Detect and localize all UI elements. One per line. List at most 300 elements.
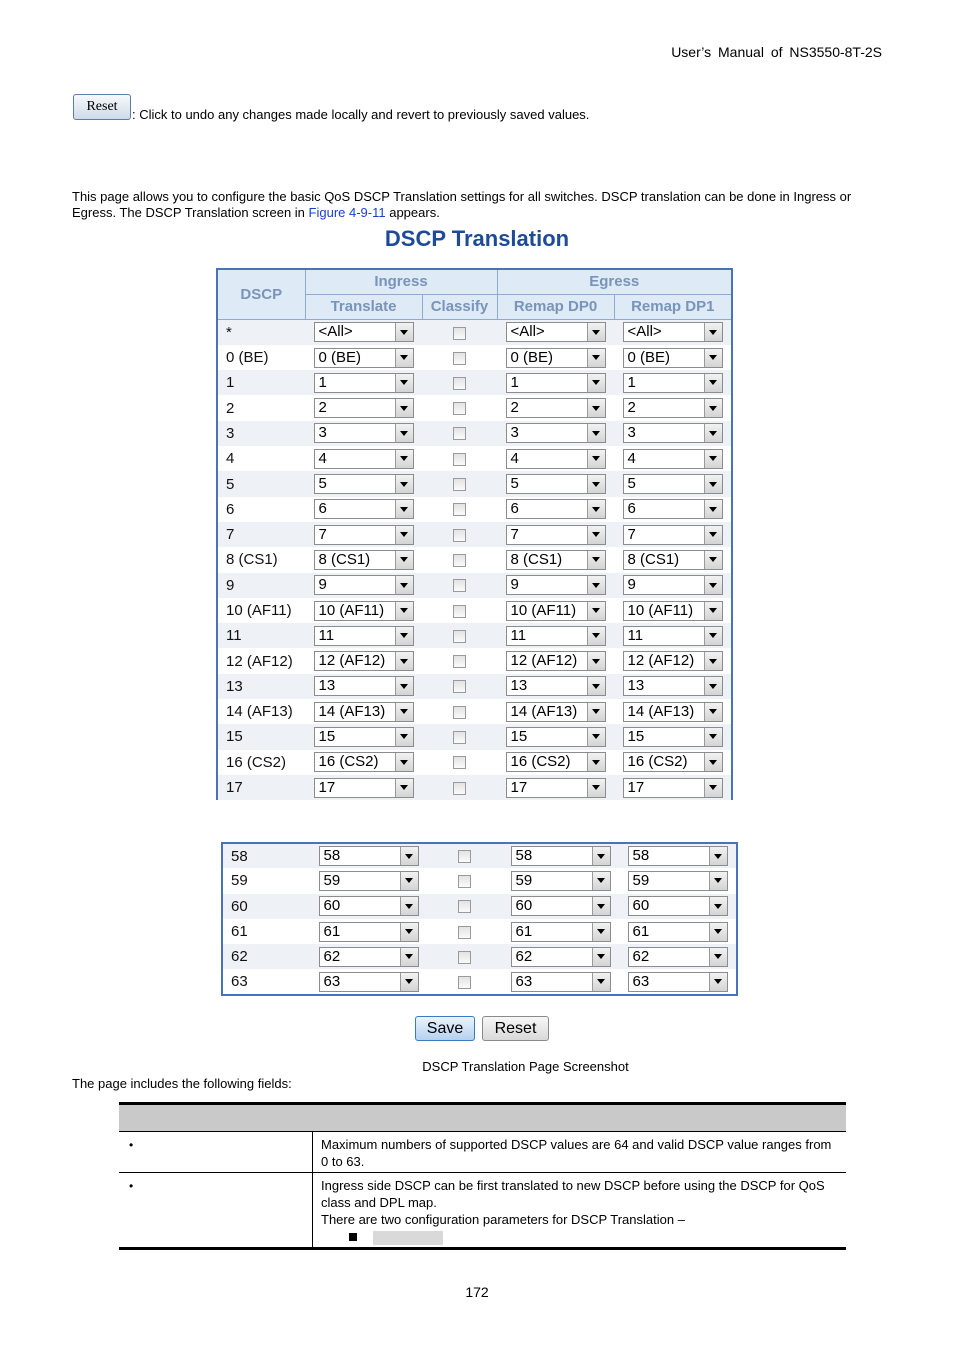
remap-dp1-cell bbox=[614, 345, 732, 370]
remap-dp1-cell bbox=[619, 919, 737, 944]
remap-dp1-cell bbox=[614, 320, 732, 345]
chevron-down-icon[interactable] bbox=[395, 424, 413, 442]
select-value: 14 (AF13) bbox=[318, 702, 386, 720]
remap-dp0-cell bbox=[497, 623, 614, 648]
header-ingress: Ingress bbox=[305, 269, 497, 294]
remap-dp0-cell bbox=[502, 868, 619, 893]
select-value: 15 bbox=[510, 727, 528, 745]
dscp-select[interactable] bbox=[319, 896, 419, 916]
chevron-down-icon[interactable] bbox=[709, 847, 727, 865]
classify-checkbox[interactable] bbox=[453, 352, 466, 365]
select-value: 13 bbox=[318, 677, 336, 695]
translate-cell bbox=[310, 843, 427, 868]
select-value: 5 bbox=[318, 475, 327, 493]
table-row bbox=[217, 623, 732, 648]
dscp-select[interactable] bbox=[314, 423, 414, 443]
select-value: 14 (AF13) bbox=[627, 702, 695, 720]
dscp-select[interactable] bbox=[623, 550, 723, 570]
translate-cell bbox=[305, 573, 422, 598]
chevron-down-icon[interactable] bbox=[400, 847, 418, 865]
dscp-select[interactable] bbox=[314, 322, 414, 342]
dscp-select[interactable] bbox=[319, 846, 419, 866]
chevron-down-icon[interactable] bbox=[395, 779, 413, 797]
table-row bbox=[217, 547, 732, 572]
dscp-select[interactable] bbox=[506, 702, 606, 722]
chevron-down-icon[interactable] bbox=[587, 475, 605, 493]
classify-checkbox[interactable] bbox=[453, 706, 466, 719]
select-value: 58 bbox=[515, 847, 533, 865]
remap-dp0-cell bbox=[497, 674, 614, 699]
classify-checkbox[interactable] bbox=[453, 503, 466, 516]
dscp-select[interactable] bbox=[623, 398, 723, 418]
chevron-down-icon[interactable] bbox=[395, 677, 413, 695]
remap-dp0-cell bbox=[497, 395, 614, 420]
table-row bbox=[222, 919, 737, 944]
dscp-select[interactable] bbox=[506, 423, 606, 443]
translate-cell bbox=[305, 446, 422, 471]
chevron-down-icon[interactable] bbox=[592, 847, 610, 865]
dscp-select[interactable] bbox=[319, 947, 419, 967]
translate-cell bbox=[305, 522, 422, 547]
chevron-down-icon[interactable] bbox=[704, 602, 722, 620]
chevron-down-icon[interactable] bbox=[395, 450, 413, 468]
intro-text-before: This page allows you to configure the basic QoS DSCP Translation settings for all switches. DSCP translation can be done in Ingress or Egress. The DSCP Translation screen in bbox=[72, 189, 852, 220]
dscp-select[interactable] bbox=[623, 752, 723, 772]
classify-cell bbox=[422, 497, 497, 522]
classify-cell bbox=[422, 446, 497, 471]
dscp-select[interactable] bbox=[314, 575, 414, 595]
chevron-down-icon[interactable] bbox=[400, 923, 418, 941]
dscp-select[interactable] bbox=[506, 651, 606, 671]
select-value: 6 bbox=[627, 500, 636, 518]
translate-cell bbox=[305, 750, 422, 775]
dscp-select[interactable] bbox=[628, 947, 728, 967]
remap-dp1-cell bbox=[614, 421, 732, 446]
dscp-label: 9 bbox=[217, 573, 305, 598]
table-row bbox=[222, 969, 737, 994]
field-description bbox=[313, 1173, 846, 1247]
classify-checkbox[interactable] bbox=[453, 529, 466, 542]
select-value: 10 (AF11) bbox=[318, 601, 385, 619]
translate-cell bbox=[305, 345, 422, 370]
dscp-select[interactable] bbox=[506, 348, 606, 368]
remap-dp0-cell bbox=[502, 969, 619, 994]
dscp-table-bottom bbox=[221, 842, 738, 996]
chevron-down-icon[interactable] bbox=[704, 728, 722, 746]
classify-checkbox[interactable] bbox=[453, 605, 466, 618]
table-row bbox=[217, 471, 732, 496]
select-value: <All> bbox=[510, 323, 545, 341]
select-value: 4 bbox=[627, 449, 636, 467]
table-row bbox=[217, 320, 732, 345]
dscp-select[interactable] bbox=[506, 676, 606, 696]
translate-cell bbox=[310, 868, 427, 893]
dscp-select[interactable] bbox=[623, 626, 723, 646]
classify-checkbox[interactable] bbox=[458, 900, 471, 913]
dscp-label: 5 bbox=[217, 471, 305, 496]
remap-dp0-cell bbox=[502, 919, 619, 944]
dscp-select[interactable] bbox=[623, 525, 723, 545]
select-value: 60 bbox=[632, 897, 650, 915]
select-value: 62 bbox=[323, 947, 341, 965]
dscp-select[interactable] bbox=[506, 398, 606, 418]
select-value: 60 bbox=[323, 897, 341, 915]
classify-checkbox[interactable] bbox=[458, 926, 471, 939]
remap-dp1-cell bbox=[614, 573, 732, 598]
chevron-down-icon[interactable] bbox=[395, 627, 413, 645]
dscp-select[interactable] bbox=[319, 922, 419, 942]
classify-checkbox[interactable] bbox=[453, 402, 466, 415]
dscp-select[interactable] bbox=[506, 575, 606, 595]
classify-checkbox[interactable] bbox=[453, 680, 466, 693]
chevron-down-icon[interactable] bbox=[704, 424, 722, 442]
dscp-select[interactable] bbox=[506, 474, 606, 494]
chevron-down-icon[interactable] bbox=[587, 399, 605, 417]
field-description-line: There are two configuration parameters for DSCP Translation – bbox=[321, 1212, 685, 1227]
dscp-label: 63 bbox=[222, 969, 310, 994]
classify-checkbox[interactable] bbox=[458, 875, 471, 888]
translate-cell bbox=[305, 699, 422, 724]
chevron-down-icon[interactable] bbox=[709, 948, 727, 966]
dscp-select[interactable] bbox=[314, 449, 414, 469]
classify-checkbox[interactable] bbox=[453, 554, 466, 567]
dscp-select[interactable] bbox=[623, 651, 723, 671]
remap-dp1-cell bbox=[614, 395, 732, 420]
dscp-select[interactable] bbox=[623, 727, 723, 747]
remap-dp0-cell bbox=[497, 446, 614, 471]
chevron-down-icon[interactable] bbox=[587, 374, 605, 392]
classify-checkbox[interactable] bbox=[453, 782, 466, 795]
dscp-select[interactable] bbox=[628, 922, 728, 942]
dscp-select[interactable] bbox=[628, 972, 728, 992]
classify-checkbox[interactable] bbox=[453, 377, 466, 390]
chevron-down-icon[interactable] bbox=[587, 652, 605, 670]
chevron-down-icon[interactable] bbox=[587, 728, 605, 746]
chevron-down-icon[interactable] bbox=[587, 450, 605, 468]
chevron-down-icon[interactable] bbox=[395, 475, 413, 493]
dscp-select[interactable] bbox=[506, 727, 606, 747]
select-value: 1 bbox=[627, 373, 636, 391]
chevron-down-icon[interactable] bbox=[400, 948, 418, 966]
chevron-down-icon[interactable] bbox=[395, 602, 413, 620]
dscp-select[interactable] bbox=[623, 423, 723, 443]
dscp-select[interactable] bbox=[623, 322, 723, 342]
dscp-select[interactable] bbox=[623, 676, 723, 696]
chevron-down-icon[interactable] bbox=[395, 753, 413, 771]
chevron-down-icon[interactable] bbox=[704, 753, 722, 771]
figure-link[interactable]: Figure 4-9-11 bbox=[308, 205, 386, 220]
chevron-down-icon[interactable] bbox=[395, 703, 413, 721]
classify-checkbox[interactable] bbox=[453, 655, 466, 668]
dscp-select[interactable] bbox=[314, 525, 414, 545]
chevron-down-icon[interactable] bbox=[400, 973, 418, 991]
chevron-down-icon[interactable] bbox=[709, 897, 727, 915]
chevron-down-icon[interactable] bbox=[587, 551, 605, 569]
dscp-label: 2 bbox=[217, 395, 305, 420]
chevron-down-icon[interactable] bbox=[709, 872, 727, 890]
chevron-down-icon[interactable] bbox=[704, 349, 722, 367]
dscp-select[interactable] bbox=[506, 373, 606, 393]
chevron-down-icon[interactable] bbox=[592, 923, 610, 941]
select-value: <All> bbox=[627, 323, 662, 341]
save-button[interactable]: Save bbox=[415, 1016, 475, 1041]
header-egress: Egress bbox=[497, 269, 732, 294]
intro-paragraph bbox=[72, 189, 882, 221]
chevron-down-icon[interactable] bbox=[704, 374, 722, 392]
chevron-down-icon[interactable] bbox=[704, 323, 722, 341]
translate-cell bbox=[305, 395, 422, 420]
highlight-bar bbox=[373, 1231, 443, 1245]
classify-checkbox[interactable] bbox=[453, 427, 466, 440]
chevron-down-icon[interactable] bbox=[587, 677, 605, 695]
select-value: 63 bbox=[323, 972, 341, 990]
dscp-select[interactable] bbox=[623, 601, 723, 621]
chevron-down-icon[interactable] bbox=[400, 897, 418, 915]
chevron-down-icon[interactable] bbox=[704, 500, 722, 518]
classify-checkbox[interactable] bbox=[458, 976, 471, 989]
chevron-down-icon[interactable] bbox=[704, 652, 722, 670]
dscp-select[interactable] bbox=[511, 896, 611, 916]
remap-dp0-cell bbox=[497, 370, 614, 395]
select-value: 63 bbox=[515, 972, 533, 990]
classify-checkbox[interactable] bbox=[458, 951, 471, 964]
dscp-select[interactable] bbox=[623, 373, 723, 393]
select-value: 11 bbox=[318, 626, 335, 644]
select-value: 59 bbox=[632, 871, 650, 889]
chevron-down-icon[interactable] bbox=[587, 576, 605, 594]
dscp-select[interactable] bbox=[314, 727, 414, 747]
remap-dp0-cell bbox=[497, 320, 614, 345]
dscp-select[interactable] bbox=[506, 499, 606, 519]
chevron-down-icon[interactable] bbox=[704, 779, 722, 797]
dscp-select[interactable] bbox=[623, 449, 723, 469]
chevron-down-icon[interactable] bbox=[587, 526, 605, 544]
table-row bbox=[217, 446, 732, 471]
dscp-label: 7 bbox=[217, 522, 305, 547]
classify-checkbox[interactable] bbox=[453, 756, 466, 769]
dscp-select[interactable] bbox=[314, 752, 414, 772]
classify-cell bbox=[422, 395, 497, 420]
dscp-select[interactable] bbox=[628, 896, 728, 916]
dscp-select[interactable] bbox=[506, 449, 606, 469]
remap-dp0-cell bbox=[497, 724, 614, 749]
select-value: 13 bbox=[510, 677, 528, 695]
chevron-down-icon[interactable] bbox=[587, 323, 605, 341]
classify-checkbox[interactable] bbox=[453, 731, 466, 744]
dscp-select[interactable] bbox=[314, 398, 414, 418]
translate-cell bbox=[305, 497, 422, 522]
chevron-down-icon[interactable] bbox=[395, 374, 413, 392]
select-value: 6 bbox=[318, 500, 327, 518]
remap-dp0-cell bbox=[497, 775, 614, 800]
remap-dp1-cell bbox=[614, 370, 732, 395]
chevron-down-icon[interactable] bbox=[704, 627, 722, 645]
chevron-down-icon[interactable] bbox=[395, 349, 413, 367]
table-row bbox=[217, 648, 732, 673]
chevron-down-icon[interactable] bbox=[592, 872, 610, 890]
dscp-select[interactable] bbox=[628, 846, 728, 866]
select-value: 62 bbox=[515, 947, 533, 965]
chevron-down-icon[interactable] bbox=[395, 323, 413, 341]
field-description-line: Maximum numbers of supported DSCP values are 64 and valid DSCP value ranges from 0 to 63. bbox=[321, 1137, 832, 1169]
chevron-down-icon[interactable] bbox=[592, 948, 610, 966]
classify-checkbox[interactable] bbox=[453, 478, 466, 491]
select-value: 11 bbox=[627, 626, 644, 644]
dscp-select[interactable] bbox=[314, 550, 414, 570]
chevron-down-icon[interactable] bbox=[395, 500, 413, 518]
select-value: 12 (AF12) bbox=[318, 652, 386, 670]
remap-dp1-cell bbox=[614, 623, 732, 648]
chevron-down-icon[interactable] bbox=[587, 703, 605, 721]
dscp-select[interactable] bbox=[506, 601, 606, 621]
translate-cell bbox=[310, 969, 427, 994]
chevron-down-icon[interactable] bbox=[587, 602, 605, 620]
header-translate: Translate bbox=[305, 294, 422, 319]
chevron-down-icon[interactable] bbox=[704, 399, 722, 417]
dscp-select[interactable] bbox=[623, 778, 723, 798]
classify-cell bbox=[422, 370, 497, 395]
select-value: 17 bbox=[627, 778, 645, 796]
remap-dp0-cell bbox=[502, 944, 619, 969]
dscp-select[interactable] bbox=[506, 550, 606, 570]
dscp-select[interactable] bbox=[623, 575, 723, 595]
chevron-down-icon[interactable] bbox=[709, 923, 727, 941]
chevron-down-icon[interactable] bbox=[587, 424, 605, 442]
chevron-down-icon[interactable] bbox=[704, 703, 722, 721]
dscp-select[interactable] bbox=[314, 499, 414, 519]
dscp-select[interactable] bbox=[511, 947, 611, 967]
classify-checkbox[interactable] bbox=[453, 327, 466, 340]
table-row bbox=[217, 724, 732, 749]
dscp-select[interactable] bbox=[506, 778, 606, 798]
select-value: 63 bbox=[632, 972, 650, 990]
dscp-label: 6 bbox=[217, 497, 305, 522]
select-value: 0 (BE) bbox=[510, 348, 554, 366]
classify-cell bbox=[427, 868, 502, 893]
remap-dp1-cell bbox=[614, 648, 732, 673]
dscp-select[interactable] bbox=[314, 651, 414, 671]
chevron-down-icon[interactable] bbox=[592, 897, 610, 915]
translate-cell bbox=[305, 623, 422, 648]
chevron-down-icon[interactable] bbox=[704, 551, 722, 569]
chevron-down-icon[interactable] bbox=[395, 652, 413, 670]
manual-header: User’s Manual of NS3550-8T-2S bbox=[671, 44, 882, 60]
chevron-down-icon[interactable] bbox=[395, 728, 413, 746]
chevron-down-icon[interactable] bbox=[395, 551, 413, 569]
classify-checkbox[interactable] bbox=[453, 630, 466, 643]
table-row bbox=[217, 522, 732, 547]
chevron-down-icon[interactable] bbox=[704, 677, 722, 695]
dscp-select[interactable] bbox=[506, 752, 606, 772]
dscp-label: 0 (BE) bbox=[217, 345, 305, 370]
select-value: 1 bbox=[318, 373, 327, 391]
chevron-down-icon[interactable] bbox=[704, 526, 722, 544]
classify-cell bbox=[422, 522, 497, 547]
chevron-down-icon[interactable] bbox=[592, 973, 610, 991]
select-value: 7 bbox=[627, 525, 636, 543]
dscp-label: 11 bbox=[217, 623, 305, 648]
dscp-select[interactable] bbox=[319, 972, 419, 992]
dscp-select[interactable] bbox=[314, 676, 414, 696]
chevron-down-icon[interactable] bbox=[400, 872, 418, 890]
dscp-select[interactable] bbox=[623, 474, 723, 494]
classify-checkbox[interactable] bbox=[458, 850, 471, 863]
chevron-down-icon[interactable] bbox=[709, 973, 727, 991]
dscp-select[interactable] bbox=[314, 373, 414, 393]
chevron-down-icon[interactable] bbox=[395, 526, 413, 544]
dscp-select[interactable] bbox=[623, 499, 723, 519]
dscp-select[interactable] bbox=[506, 626, 606, 646]
chevron-down-icon[interactable] bbox=[587, 349, 605, 367]
classify-checkbox[interactable] bbox=[453, 453, 466, 466]
select-value: 10 (AF11) bbox=[510, 601, 577, 619]
dscp-select[interactable] bbox=[506, 322, 606, 342]
dscp-select[interactable] bbox=[506, 525, 606, 545]
remap-dp0-cell bbox=[497, 547, 614, 572]
field-row-translate bbox=[119, 1172, 846, 1247]
remap-dp1-cell bbox=[614, 674, 732, 699]
dscp-select[interactable] bbox=[511, 846, 611, 866]
dscp-select[interactable] bbox=[314, 702, 414, 722]
remap-dp1-cell bbox=[614, 547, 732, 572]
remap-dp0-cell bbox=[497, 648, 614, 673]
translate-cell bbox=[310, 944, 427, 969]
chevron-down-icon[interactable] bbox=[587, 753, 605, 771]
dscp-label: 15 bbox=[217, 724, 305, 749]
chevron-down-icon[interactable] bbox=[395, 576, 413, 594]
dscp-select[interactable] bbox=[314, 348, 414, 368]
classify-cell bbox=[422, 573, 497, 598]
remap-dp0-cell bbox=[497, 750, 614, 775]
select-value: 2 bbox=[318, 399, 327, 417]
chevron-down-icon[interactable] bbox=[395, 399, 413, 417]
dscp-select[interactable] bbox=[623, 348, 723, 368]
chevron-down-icon[interactable] bbox=[587, 779, 605, 797]
dscp-select[interactable] bbox=[314, 474, 414, 494]
dscp-select[interactable] bbox=[511, 972, 611, 992]
translate-cell bbox=[305, 547, 422, 572]
table-row bbox=[217, 395, 732, 420]
dscp-select[interactable] bbox=[314, 601, 414, 621]
dscp-select[interactable] bbox=[314, 626, 414, 646]
chevron-down-icon[interactable] bbox=[704, 475, 722, 493]
translate-cell bbox=[305, 421, 422, 446]
dscp-select[interactable] bbox=[628, 871, 728, 891]
reset-button[interactable]: Reset bbox=[482, 1016, 549, 1041]
chevron-down-icon[interactable] bbox=[587, 627, 605, 645]
chevron-down-icon[interactable] bbox=[704, 450, 722, 468]
select-value: 10 (AF11) bbox=[627, 601, 694, 619]
dscp-label: 58 bbox=[222, 843, 310, 868]
table-row bbox=[222, 944, 737, 969]
remap-dp1-cell bbox=[614, 750, 732, 775]
dscp-select[interactable] bbox=[314, 778, 414, 798]
chevron-down-icon[interactable] bbox=[704, 576, 722, 594]
dscp-select[interactable] bbox=[511, 871, 611, 891]
classify-cell bbox=[422, 674, 497, 699]
remap-dp1-cell bbox=[619, 843, 737, 868]
select-value: 61 bbox=[515, 922, 533, 940]
chevron-down-icon[interactable] bbox=[587, 500, 605, 518]
dscp-select[interactable] bbox=[623, 702, 723, 722]
dscp-select[interactable] bbox=[511, 922, 611, 942]
translate-cell bbox=[305, 471, 422, 496]
field-bullet: • bbox=[119, 1173, 313, 1247]
header-dscp: DSCP bbox=[217, 269, 305, 320]
classify-checkbox[interactable] bbox=[453, 579, 466, 592]
dscp-select[interactable] bbox=[319, 871, 419, 891]
classify-cell bbox=[427, 969, 502, 994]
